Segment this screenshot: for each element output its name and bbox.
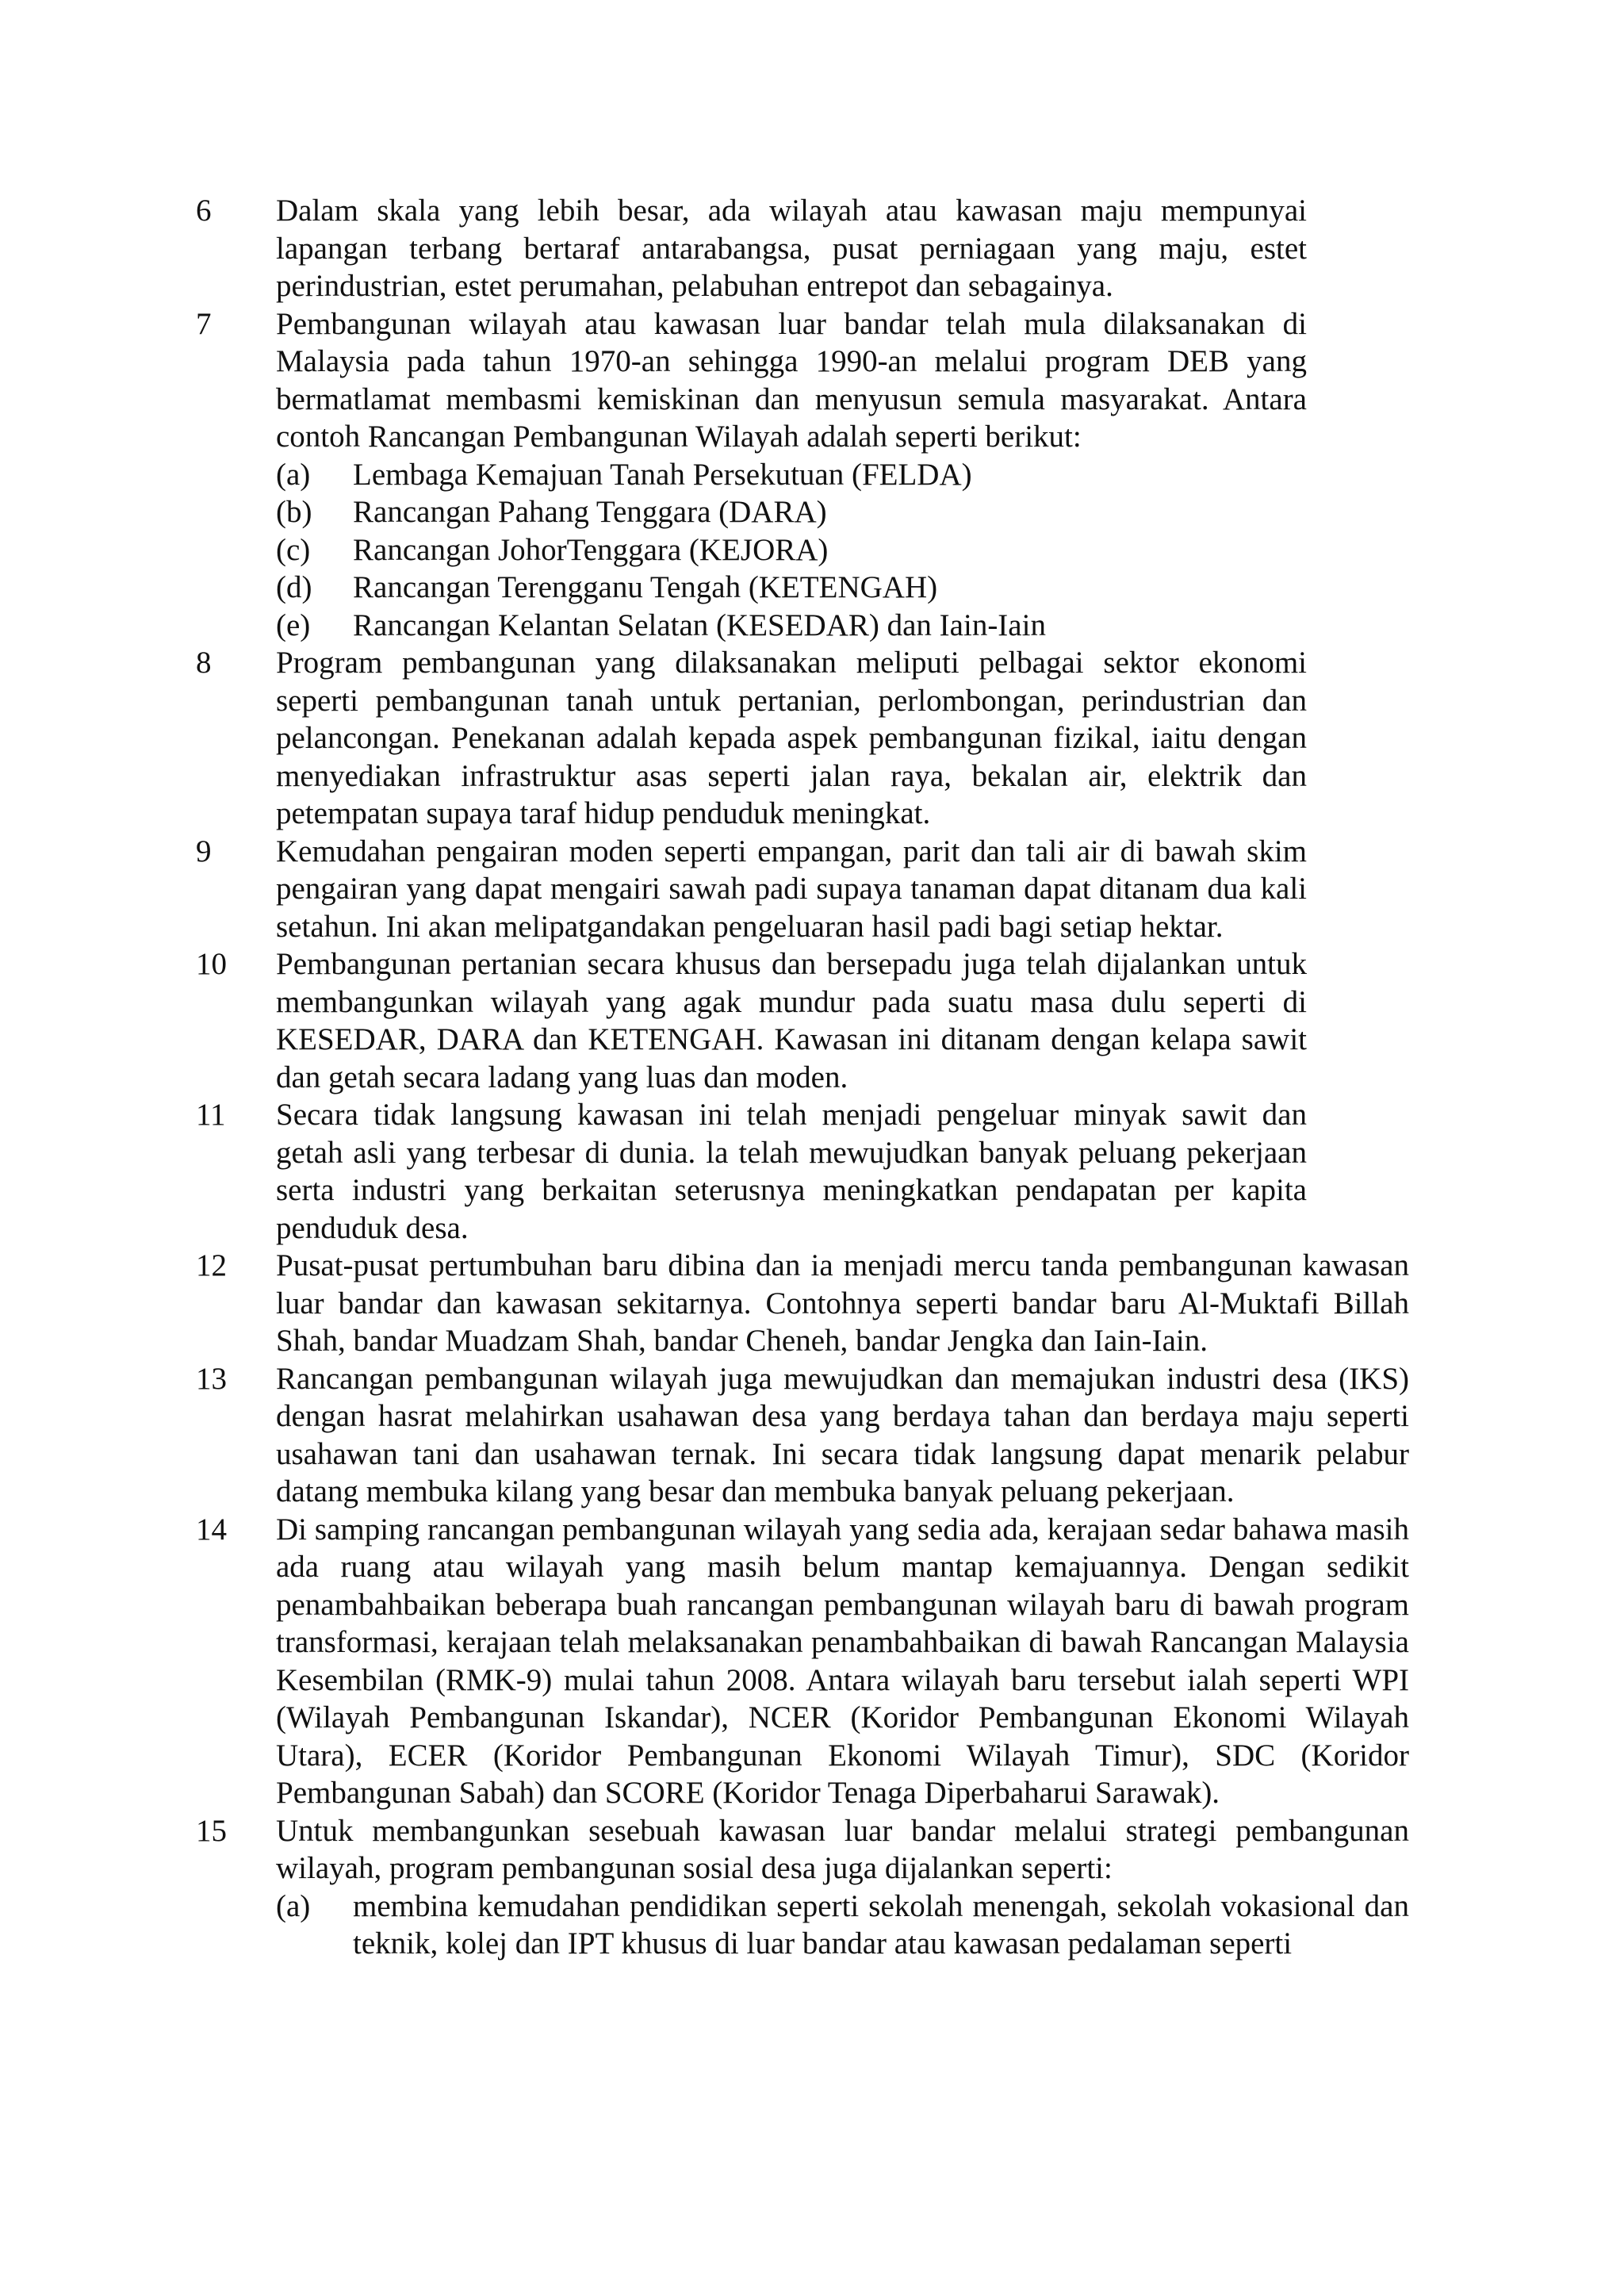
sub-item-text: Rancangan Pahang Tenggara (DARA) (353, 495, 827, 529)
item-text: Dalam skala yang lebih besar, ada wilayah atau kawasan maju mempunyai lapangan terbang bertaraf antarabangsa, pusat perniagaan yang maju, estet perindustrian, estet perumahan, pelabuhan entrepot dan sebagainya. (276, 194, 1307, 303)
sub-item-text: Rancangan JohorTenggara (KEJORA) (353, 532, 829, 567)
item-number: 9 (196, 834, 212, 868)
sub-item-d (276, 569, 1307, 607)
sub-item-letter: (b) (276, 495, 312, 529)
sub-item-letter: (d) (276, 570, 312, 604)
item-text: Pusat-pusat pertumbuhan baru dibina dan ia menjadi mercu tanda pembangunan kawasan luar bandar dan kawasan sekitarnya. Contohnya seperti bandar baru Al-Muktafi Billah Shah, bandar Muadzam Shah, bandar Cheneh, bandar Jengka dan Iain-Iain. (276, 1248, 1409, 1358)
item-text: Pembangunan wilayah atau kawasan luar bandar telah mula dilaksanakan di Malaysia pada tahun 1970-an sehingga 1990-an melalui program DEB yang bermatlamat membasmi kemiskinan dan menyusun semula masyarakat. Antara contoh Rancangan Pembangunan Wilayah adalah seperti berikut: (276, 306, 1307, 454)
sub-item-a (276, 456, 1307, 494)
list-item-9 (196, 833, 1307, 946)
list-item-12 (196, 1247, 1409, 1360)
sub-item-text: Lembaga Kemajuan Tanah Persekutuan (FELDA) (353, 457, 972, 492)
sub-item-letter: (a) (276, 1888, 311, 1923)
list-item-7 (196, 305, 1307, 645)
list-item-8 (196, 644, 1307, 833)
list-item-11 (196, 1096, 1307, 1247)
numbered-list (196, 192, 1409, 1963)
item-number: 8 (196, 646, 212, 680)
item-text: Untuk membangunkan sesebuah kawasan luar bandar melalui strategi pembangunan wilayah, program pembangunan sosial desa juga dijalankan seperti: (276, 1813, 1409, 1885)
item-text: Di samping rancangan pembangunan wilayah yang sedia ada, kerajaan sedar bahawa masih ada ruang atau wilayah yang masih belum mantap kemajuannya. Dengan sedikit penambahbaikan beberapa buah rancangan pembangunan wilayah baru di bawah program transformasi, kerajaan telah melaksanakan penambahbaikan di bawah Rancangan Malaysia Kesembilan (RMK-9) mulai tahun 2008. Antara wilayah baru tersebut ialah seperti WPI (Wilayah Pembangunan Iskandar), NCER (Koridor Pembangunan Ekonomi Wilayah Utara), ECER (Koridor Pembangunan Ekonomi Wilayah Timur), SDC (Koridor Pembangunan Sabah) dan SCORE (Koridor Tenaga Diperbaharui Sarawak). (276, 1512, 1409, 1810)
sub-list (276, 456, 1307, 645)
list-item-15 (196, 1812, 1409, 1963)
item-number: 14 (196, 1512, 227, 1547)
sub-item-c (276, 531, 1307, 569)
item-text: Rancangan pembangunan wilayah juga mewujudkan dan memajukan industri desa (IKS) dengan hasrat melahirkan usahawan desa yang berdaya tahan dan berdaya maju seperti usahawan tani dan usahawan ternak. Ini secara tidak langsung dapat menarik pelabur datang membuka kilang yang besar dan membuka banyak peluang pekerjaan. (276, 1361, 1409, 1508)
sub-item-b (276, 493, 1307, 531)
item-number: 7 (196, 306, 212, 341)
sub-item-letter: (c) (276, 532, 311, 567)
item-number: 15 (196, 1813, 227, 1848)
sub-item-a (276, 1888, 1409, 1963)
sub-item-letter: (e) (276, 608, 311, 642)
item-text: Program pembangunan yang dilaksanakan meliputi pelbagai sektor ekonomi seperti pembangunan tanah untuk pertanian, perlombongan, perindustrian dan pelancongan. Penekanan adalah kepada aspek pembangunan fizikal, iaitu dengan menyediakan infrastruktur asas seperti jalan raya, bekalan air, elektrik dan petempatan supaya taraf hidup penduduk meningkat. (276, 646, 1307, 830)
list-item-13 (196, 1360, 1409, 1511)
list-item-10 (196, 945, 1307, 1096)
sub-item-text: Rancangan Terengganu Tengah (KETENGAH) (353, 570, 938, 604)
sub-item-text: membina kemudahan pendidikan seperti sekolah menengah, sekolah vokasional dan teknik, kolej dan IPT khusus di luar bandar atau kawasan pedalaman seperti (353, 1888, 1409, 1961)
sub-item-e (276, 607, 1307, 645)
list-item-14 (196, 1511, 1409, 1812)
item-number: 11 (196, 1098, 226, 1132)
sub-list (276, 1888, 1409, 1963)
item-text: Secara tidak langsung kawasan ini telah menjadi pengeluar minyak sawit dan getah asli yang terbesar di dunia. la telah mewujudkan banyak peluang pekerjaan serta industri yang berkaitan seterusnya meningkatkan pendapatan per kapita penduduk desa. (276, 1098, 1307, 1245)
item-text: Kemudahan pengairan moden seperti empangan, parit dan tali air di bawah skim pengairan yang dapat mengairi sawah padi supaya tanaman dapat ditanam dua kali setahun. Ini akan melipatgandakan pengeluaran hasil padi bagi setiap hektar. (276, 834, 1307, 944)
item-text: Pembangunan pertanian secara khusus dan bersepadu juga telah dijalankan untuk membangunkan wilayah yang agak mundur pada suatu masa dulu seperti di KESEDAR, DARA dan KETENGAH. Kawasan ini ditanam dengan kelapa sawit dan getah secara ladang yang luas dan moden. (276, 947, 1307, 1094)
list-item-6 (196, 192, 1307, 305)
item-number: 12 (196, 1248, 227, 1282)
item-number: 6 (196, 194, 212, 228)
sub-item-text: Rancangan Kelantan Selatan (KESEDAR) dan Iain-Iain (353, 608, 1046, 642)
item-number: 10 (196, 947, 227, 981)
sub-item-letter: (a) (276, 457, 311, 492)
item-number: 13 (196, 1361, 227, 1396)
